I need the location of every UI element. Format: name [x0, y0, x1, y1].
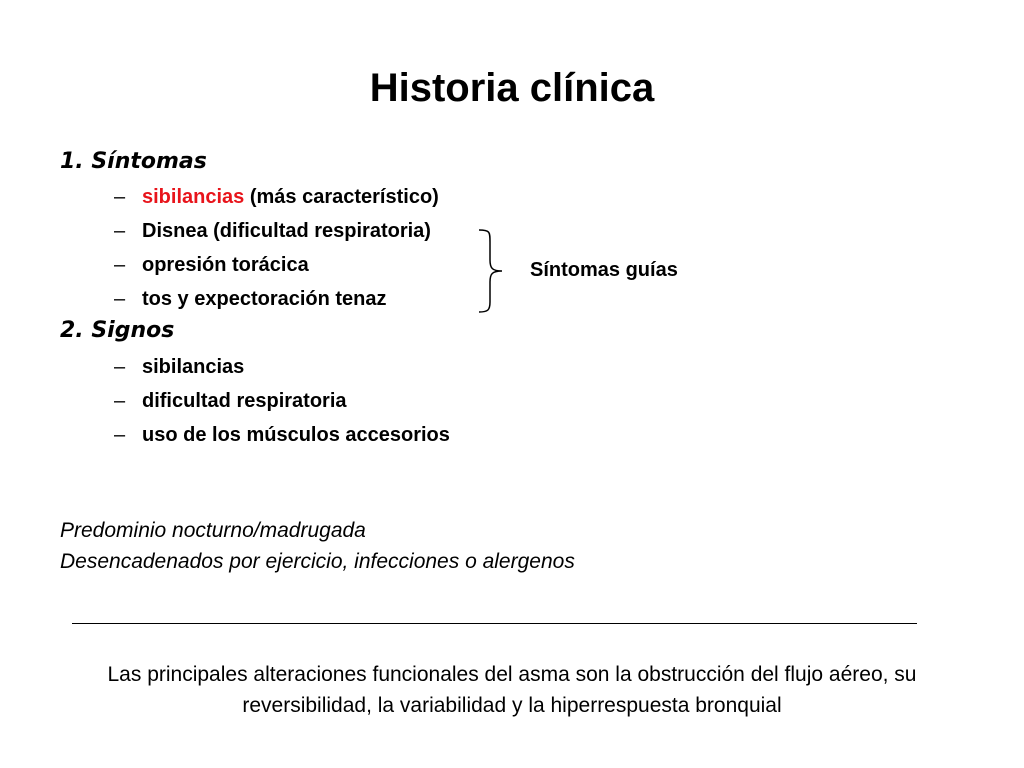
- note-nocturno: Predominio nocturno/madrugada: [60, 519, 366, 542]
- note-desencadenantes: Desencadenados por ejercicio, infecciones o alergenos: [60, 550, 575, 573]
- list-item: [114, 214, 439, 248]
- brace-label: Síntomas guías: [530, 259, 678, 281]
- list-item: [114, 282, 439, 316]
- item-text: Disnea (dificultad respiratoria): [142, 220, 431, 242]
- highlighted-term: sibilancias: [142, 186, 245, 208]
- item-text: sibilancias: [142, 356, 245, 378]
- dash-bullet: –: [114, 220, 126, 242]
- item-text: dificultad respiratoria: [142, 390, 347, 412]
- section-heading-sintomas: 1. Síntomas: [60, 149, 207, 174]
- item-text: (más característico): [244, 186, 439, 208]
- summary-text: Las principales alteraciones funcionales del asma son la obstrucción del flujo aéreo, su reversibilidad, la variabilidad y la hiperrespuesta bronquial: [107, 663, 917, 717]
- list-item: [114, 350, 450, 384]
- dash-bullet: –: [114, 424, 126, 446]
- section-heading-signos: 2. Signos: [60, 318, 175, 343]
- list-item: [114, 384, 450, 418]
- signos-list: [114, 350, 450, 452]
- list-item: [114, 180, 439, 214]
- list-item: [114, 418, 450, 452]
- list-item: [114, 248, 439, 282]
- sintomas-list: [114, 180, 439, 316]
- dash-bullet: –: [114, 390, 126, 412]
- right-curly-brace-icon: [476, 226, 516, 316]
- slide-title: Historia clínica: [369, 66, 655, 110]
- item-text: tos y expectoración tenaz: [142, 288, 387, 310]
- dash-bullet: –: [114, 254, 126, 276]
- horizontal-divider: [72, 623, 917, 624]
- item-text: opresión torácica: [142, 254, 309, 276]
- dash-bullet: –: [114, 186, 126, 208]
- dash-bullet: –: [114, 288, 126, 310]
- item-text: uso de los músculos accesorios: [142, 424, 450, 446]
- dash-bullet: –: [114, 356, 126, 378]
